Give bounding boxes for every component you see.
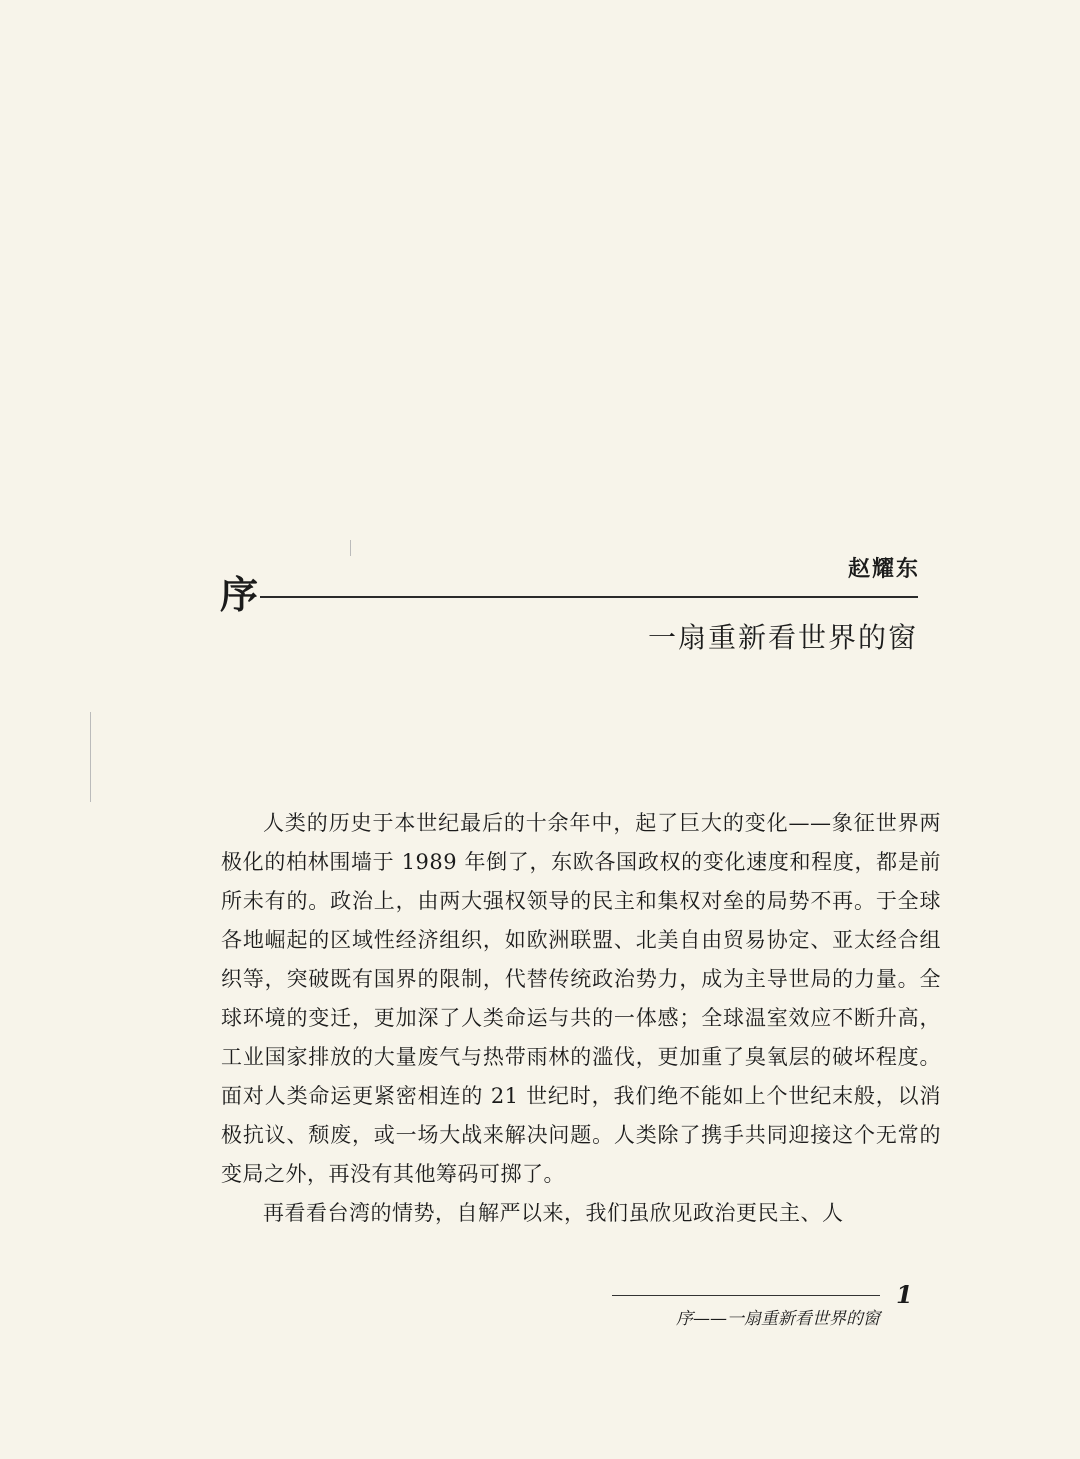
running-footer-title: 序——一扇重新看世界的窗 — [676, 1309, 880, 1329]
heading-rule — [260, 596, 918, 598]
body-text — [221, 804, 941, 1233]
author-name: 赵耀东 — [847, 556, 920, 582]
paragraph: 人类的历史于本世纪最后的十余年中，起了巨大的变化——象征世界两极化的柏林围墙于 1989 年倒了，东欧各国政权的变化速度和程度，都是前所未有的。政治上，由两大强权领导的民主和集权对垒的局势不再。于全球各地崛起的区域性经济组织，如欧洲联盟、北美自由贸易协定、亚太经合组织等，突破既有国界的限制，代替传统政治势力，成为主导世局的力量。全球环境的变迁，更加深了人类命运与共的一体感；全球温室效应不断升高，工业国家排放的大量废气与热带雨林的滥伐，更加重了臭氧层的破坏程度。面对人类命运更紧密相连的 21 世纪时，我们绝不能如上个世纪末般，以消极抗议、颓废，或一场大战来解决问题。人类除了携手共同迎接这个无常的变局之外，再没有其他筹码可掷了。 — [221, 811, 941, 1186]
margin-mark — [350, 540, 351, 556]
paragraph: 再看看台湾的情势，自解严以来，我们虽欣见政治更民主、人 — [263, 1201, 844, 1225]
page-number: 1 — [896, 1280, 913, 1309]
margin-mark — [90, 712, 91, 802]
footer-rule — [612, 1295, 880, 1296]
chapter-heading: 序 — [220, 572, 259, 617]
chapter-subtitle: 一扇重新看世界的窗 — [647, 621, 918, 654]
